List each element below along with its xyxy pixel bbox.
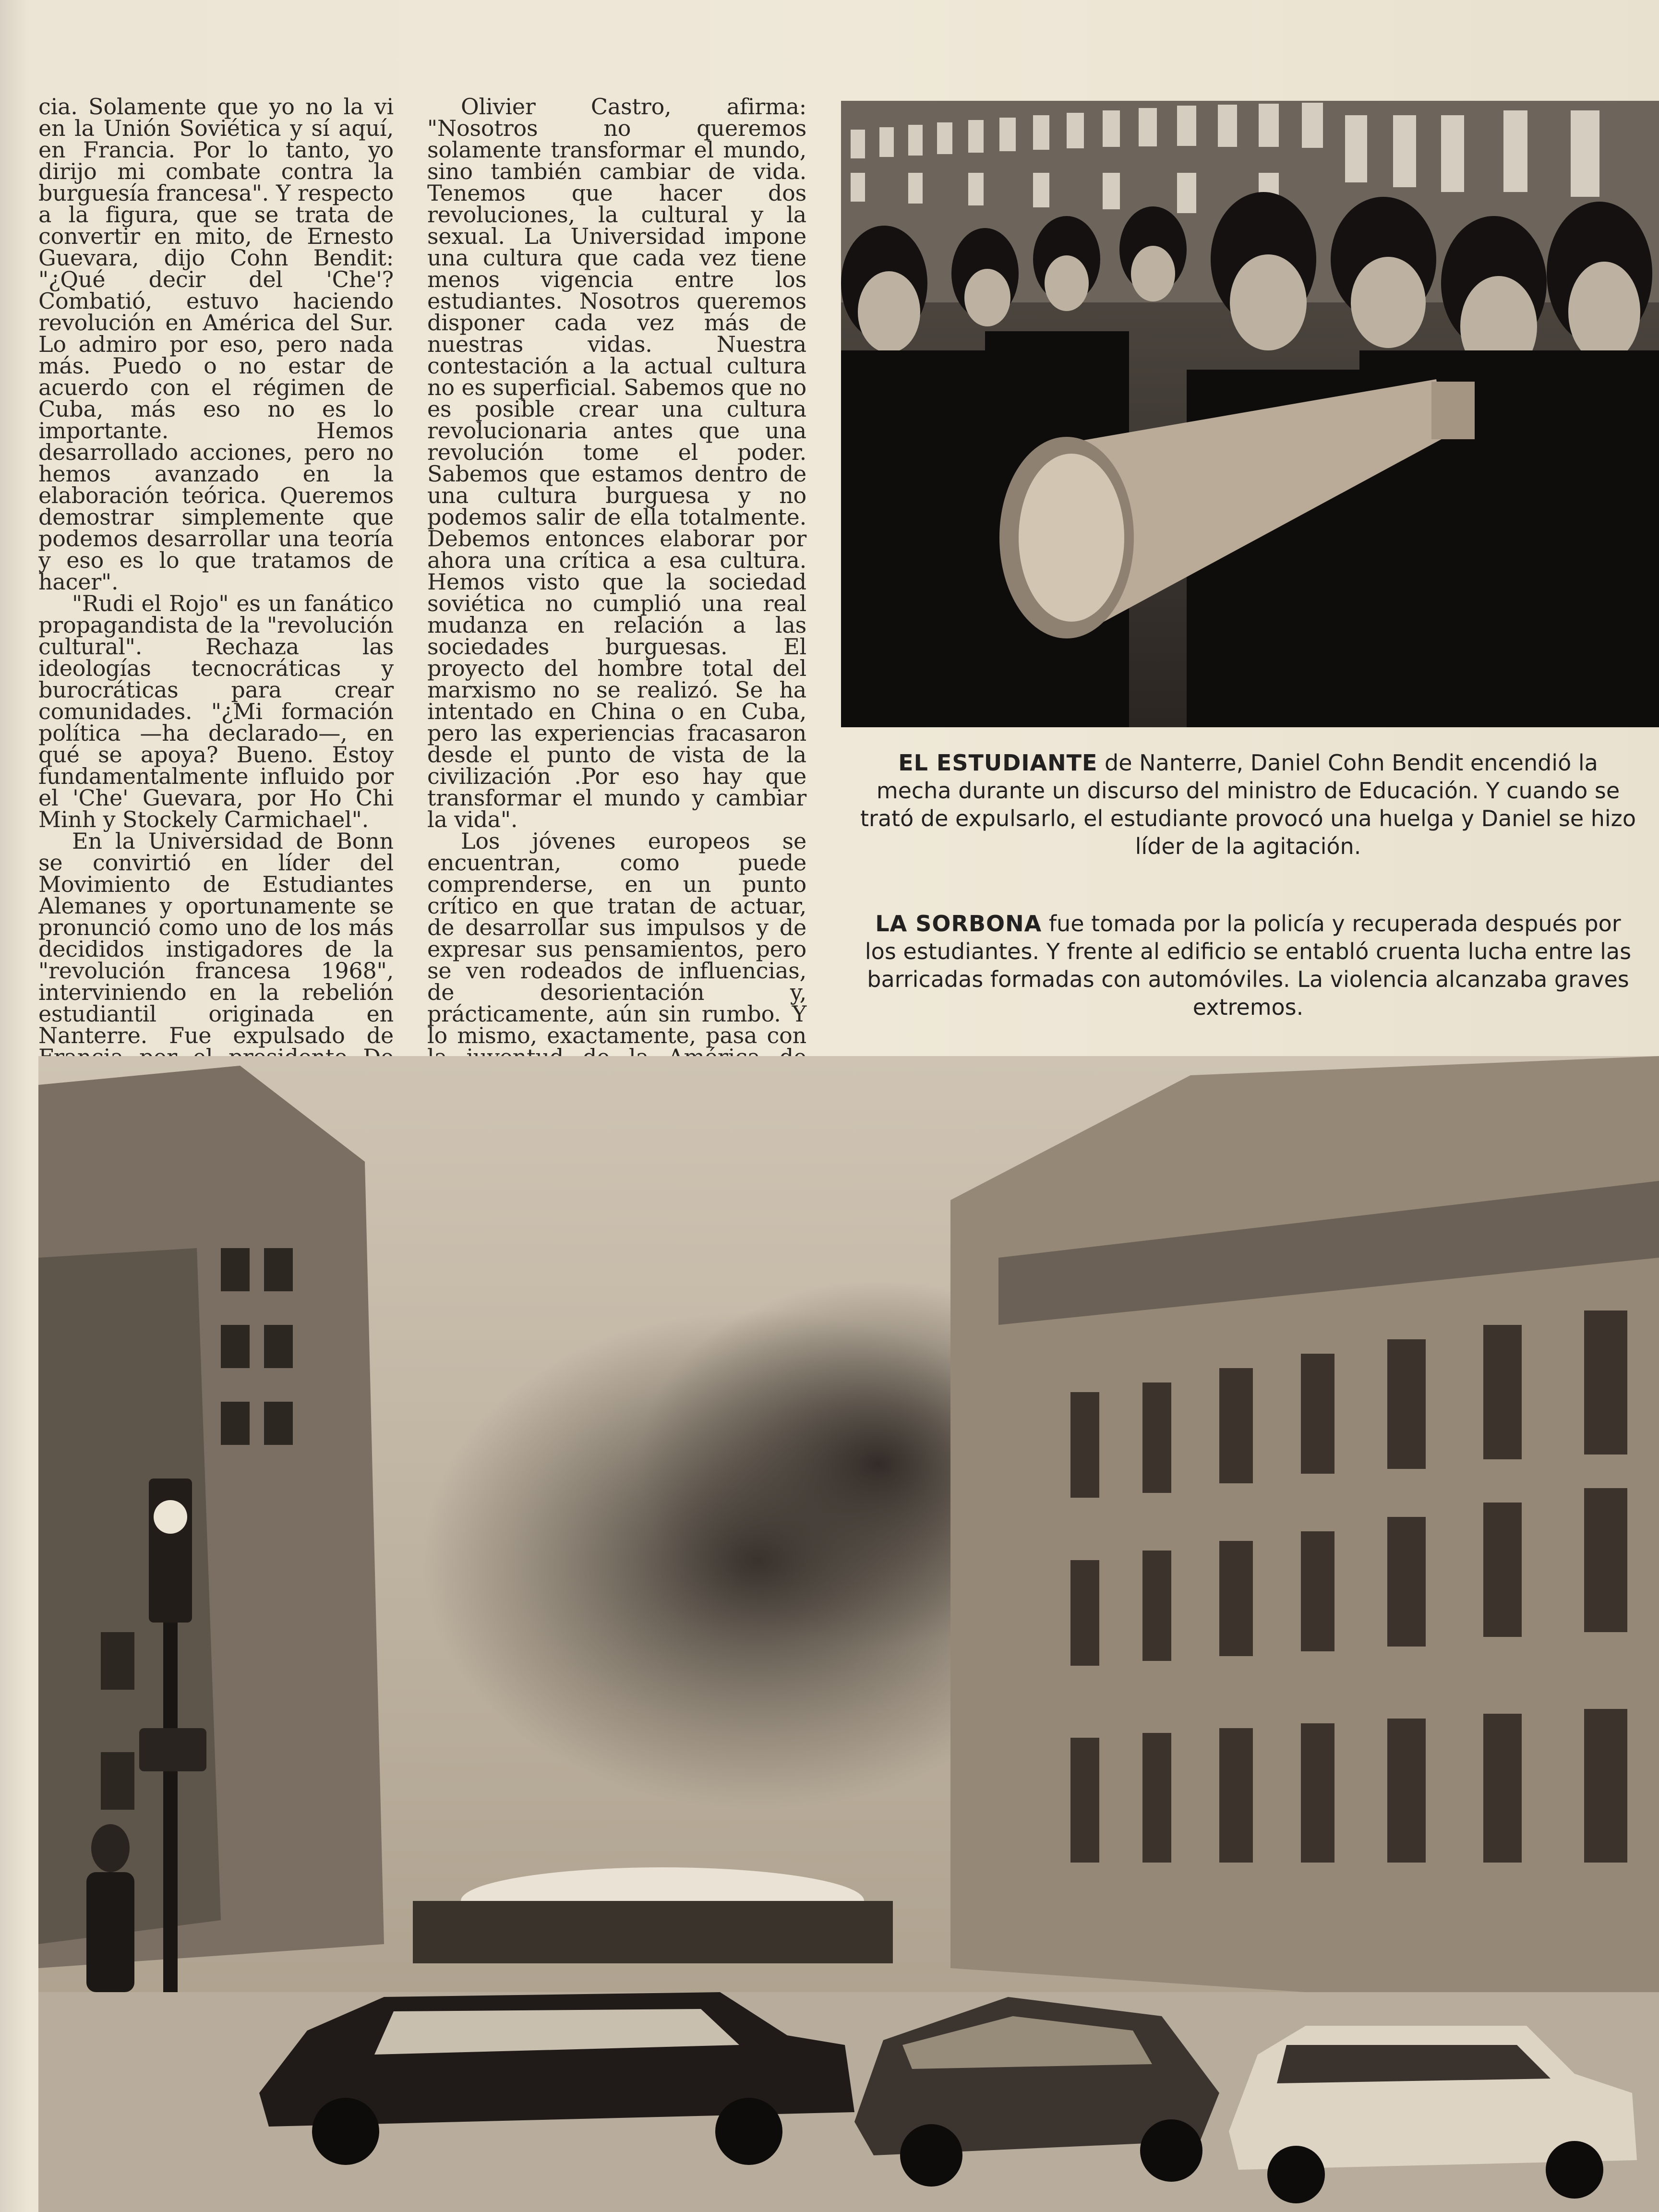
article-paragraph: Olivier Castro, afirma: "Nosotros no queremos solamente transformar el mundo, sino también cambiar de vida. Tenemos que hacer dos revoluciones, la cultural y la sexual. La Universidad impone una cultura que cada vez tiene menos vigencia entre los estudiantes. Nosotros queremos disponer cada vez más de nuestras vidas. Nuestra contestación a la actual cultura no es superficial. Sabemos que no es posible crear una cultura revolucionaria antes que una revolución tome el poder. Sabemos que estamos dentro de una cultura burguesa y no podemos salir de ella totalmente. Debemos entonces elaborar por ahora una crítica a esa cultura. Hemos visto que la sociedad soviética no cumplió una real mudanza en relación a las sociedades burguesas. El proyecto del hombre total del marxismo no se realizó. Se ha intentado en China o en Cuba, pero las experiencias fracasaron desde el punto de vista de la civilización .Por eso hay que transformar el mundo y cambiar la vida". [427, 94, 806, 832]
article-paragraph: cia. Solamente que yo no la vi en la Unión Soviética y sí aquí, en Francia. Por lo tanto, yo dirijo mi combate contra la burguesía francesa". Y respecto a la figura, que se trata de convertir en mito, de Ernesto Guevara, dijo Cohn Bendit: "¿Qué decir del 'Che'? Combatió, estuvo haciendo revolución en América del Sur. Lo admiro por eso, pero nada más. Puedo o no estar de acuerdo con el régimen de Cuba, más eso no es lo importante. Hemos desarrollado acciones, pero no hemos avanzado en la elaboración teórica. Queremos demostrar simplemente que podemos desarrollar una teoría y eso es lo que tratamos de hacer". [38, 94, 394, 595]
article-paragraph: Los jóvenes europeos se encuentran, como puede comprenderse, en un punto crítico en que tratan de actuar, de desarrollar sus impulsos y de expresar sus pensamientos, pero se ven rodeados de influencias, de desorientación y, prácticamente, aún sin rumbo. Y lo mismo, exactamente, pasa con [427, 828, 806, 1048]
article-column-2 [427, 96, 806, 1056]
sorbona-barricade-photo [38, 1056, 1659, 2212]
caption-lead: LA SORBONA [875, 911, 1042, 937]
photo-caption-sorbona [859, 910, 1637, 1021]
megaphone-student-photo [841, 101, 1659, 727]
photo-caption-student [859, 749, 1637, 860]
megaphone-photo-illustration [841, 101, 1659, 727]
article-paragraph: "Rudi el Rojo" es un fanático propagandista de la "revolución cultural". Rechaza las ideologías tecnocráticas y burocráticas para crear comunidades. "¿Mi formación política —ha declarado—, en qué se apoya? Bueno. Estoy fundamentalmente influido por el 'Che' Guevara, por Ho Chi Minh y Stockely Carmichael". [38, 590, 394, 832]
barricade-photo-illustration [38, 1056, 1659, 2212]
caption-text: fue tomada por la policía y recuperada después por los estudiantes. Y frente al edificio se entabló cruenta lucha entre las barricadas formadas con automóviles. La violencia alcanzaba graves extremos. [865, 911, 1632, 1020]
article-paragraph: En la Universidad de Bonn se convirtió en líder del Movimiento de Estudiantes Alemanes y oportunamente se pronunció como uno de los más decididos instigadores de la "revolución francesa 1968", interviniendo en la rebelión estudiantil originada en Nanterre. Fue expulsado de [38, 828, 394, 1048]
article-column-1 [38, 96, 394, 1056]
caption-text: de Nanterre, Daniel Cohn Bendit encendió la mecha durante un discurso del ministro de Educación. Y cuando se trató de expulsarlo, el estudiante provocó una huelga y Daniel se hizo líder de la agitación. [860, 750, 1636, 859]
caption-lead: EL ESTUDIANTE [898, 750, 1098, 776]
